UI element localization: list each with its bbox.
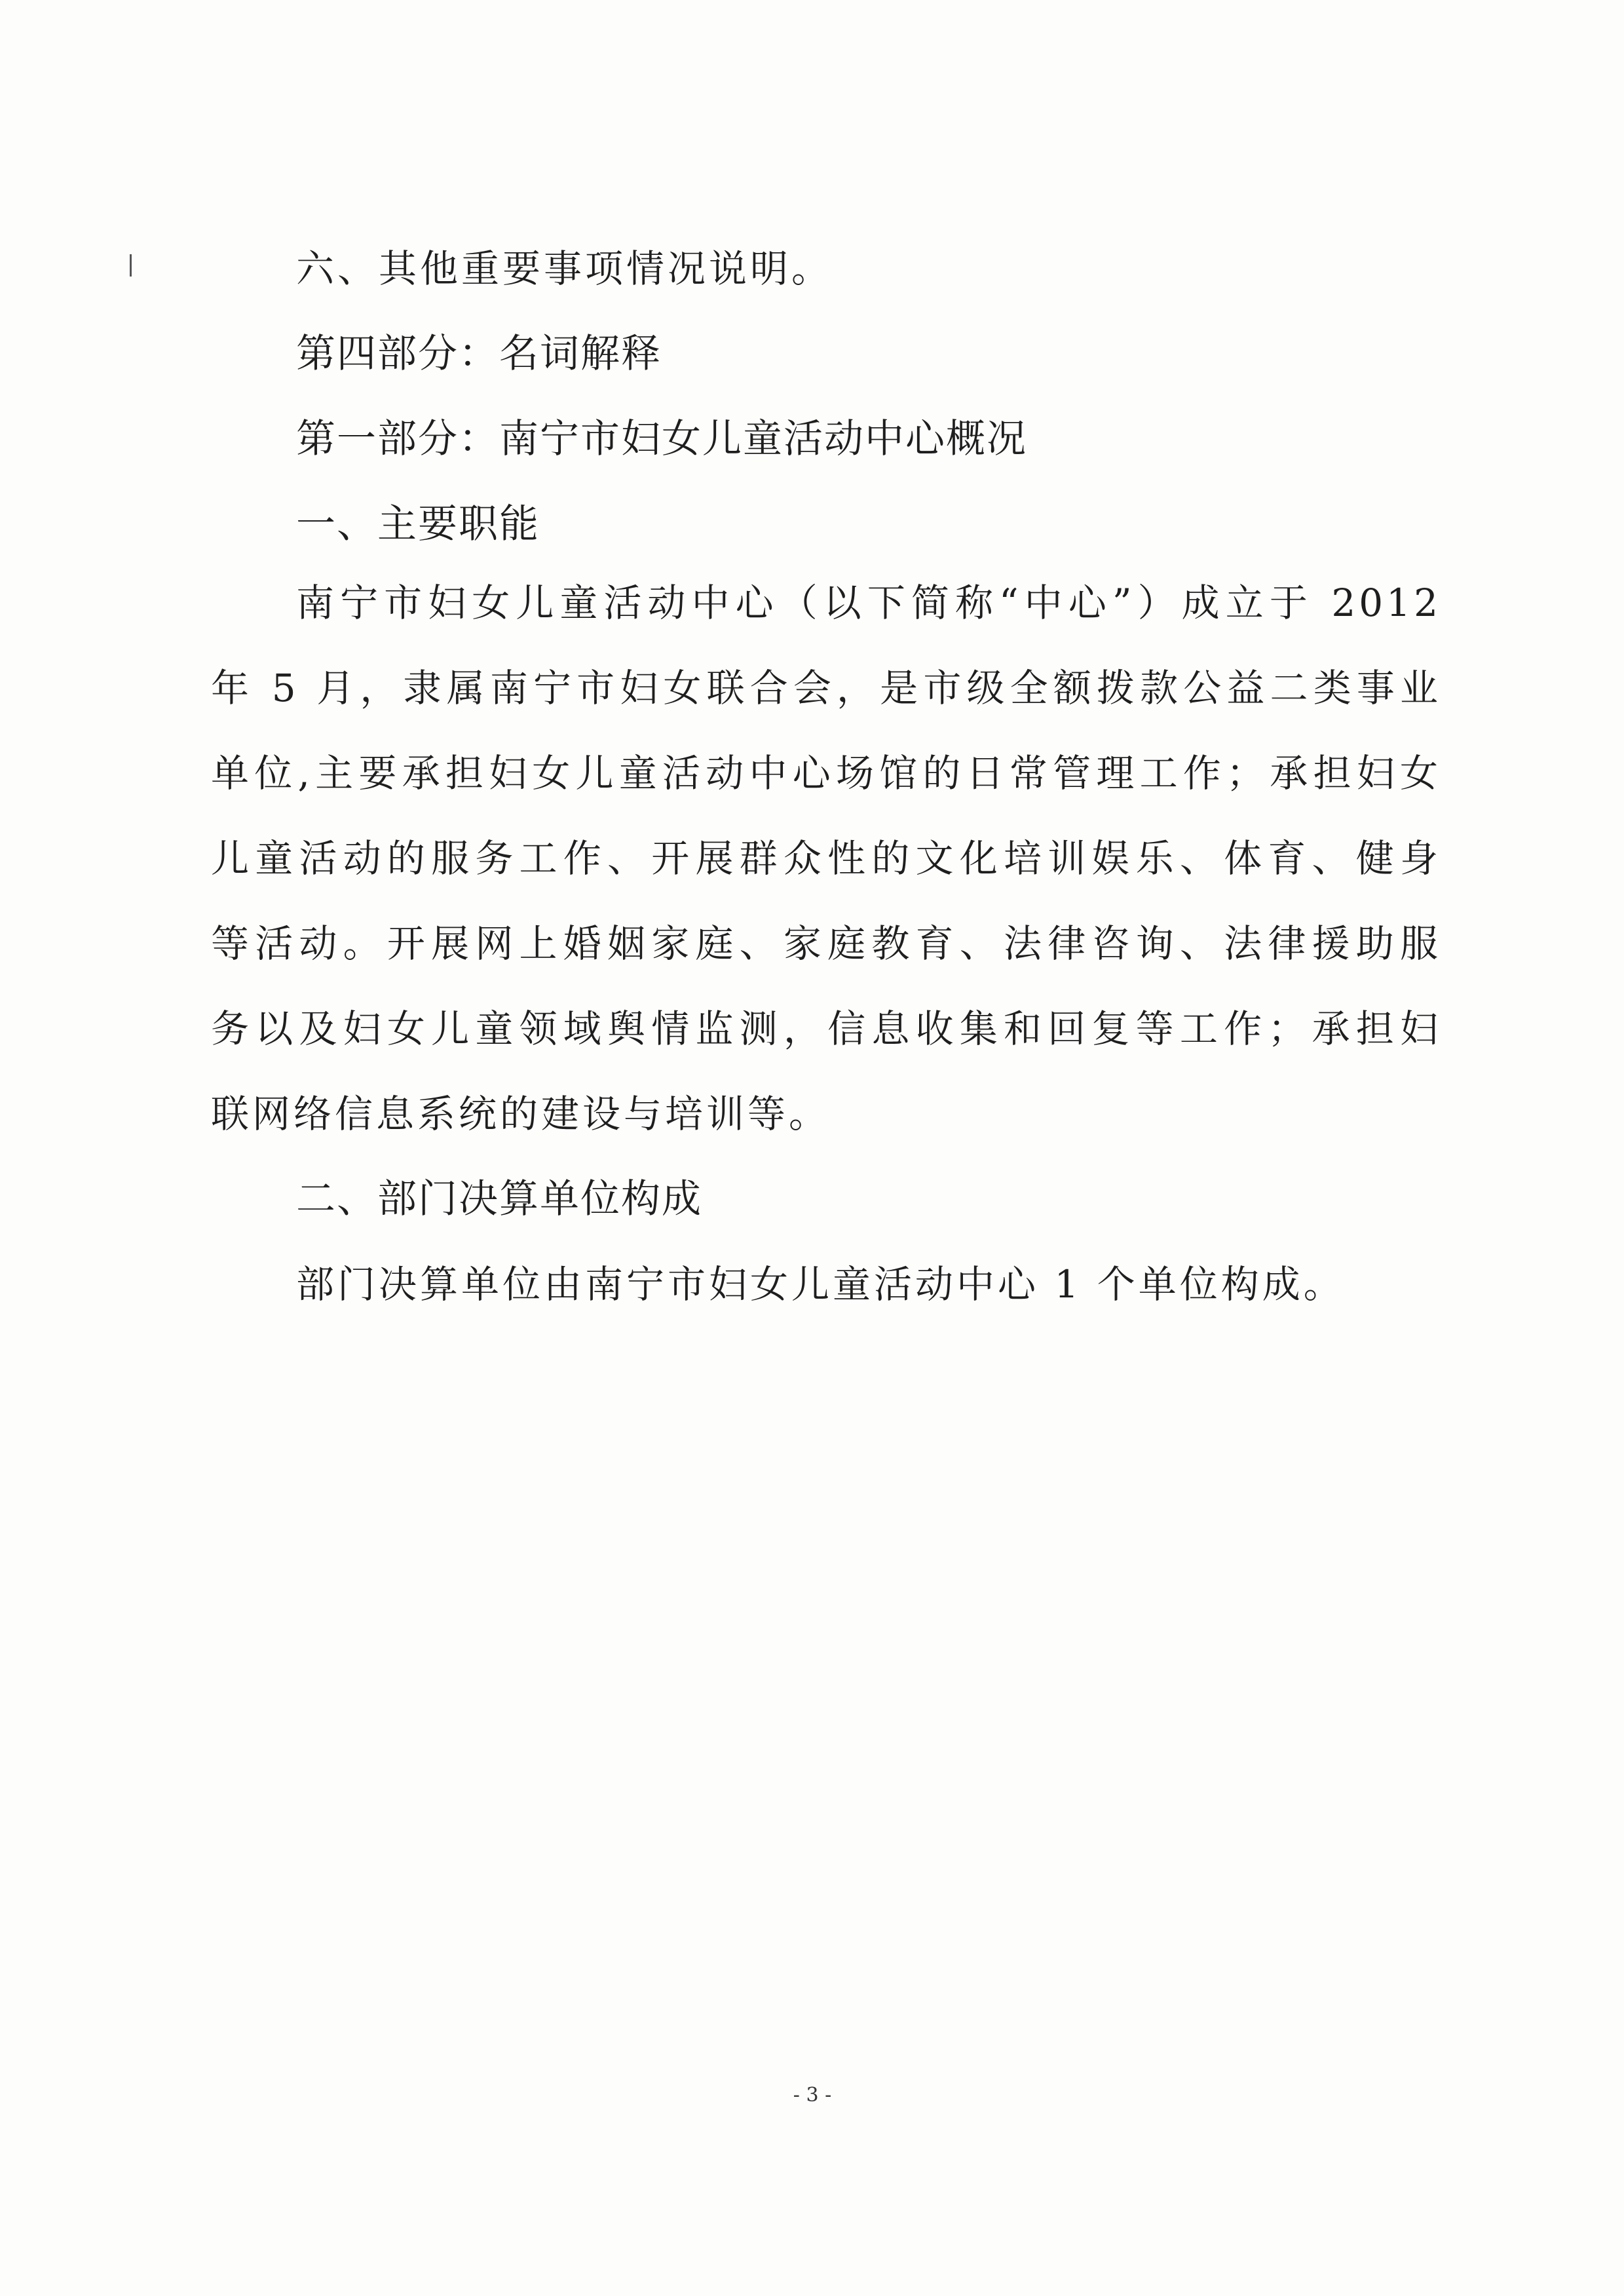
paragraph-line: 儿童活动的服务工作、开展群众性的文化培训娱乐、体育、健身 [211, 836, 1441, 881]
unit-composition-text: 部门决算单位由南宁市妇女儿童活动中心 1 个单位构成。 [296, 1262, 1345, 1307]
section-four-heading: 第四部分：名词解释 [296, 331, 662, 377]
scan-mark [130, 254, 132, 277]
main-functions-heading: 一、主要职能 [296, 501, 540, 547]
unit-composition-heading: 二、部门决算单位构成 [296, 1176, 702, 1222]
paragraph-line: 年 5 月，隶属南宁市妇女联合会，是市级全额拨款公益二类事业 [211, 666, 1441, 710]
part-one-heading: 第一部分：南宁市妇女儿童活动中心概况 [296, 416, 1027, 462]
paragraph-line: 等活动。开展网上婚姻家庭、家庭教育、法律咨询、法律援助服 [211, 921, 1441, 966]
paragraph-line: 务以及妇女儿童领域舆情监测，信息收集和回复等工作；承担妇 [211, 1006, 1441, 1051]
paragraph-line: 南宁市妇女儿童活动中心（以下简称“中心”）成立于 2012 [296, 581, 1441, 625]
item-six-other-matters: 六、其他重要事项情况说明。 [296, 246, 833, 291]
paragraph-line: 联网络信息系统的建设与培训等。 [211, 1092, 831, 1136]
page-number: - 3 - [793, 2084, 832, 2107]
paragraph-line: 单位,主要承担妇女儿童活动中心场馆的日常管理工作；承担妇女 [211, 751, 1441, 795]
